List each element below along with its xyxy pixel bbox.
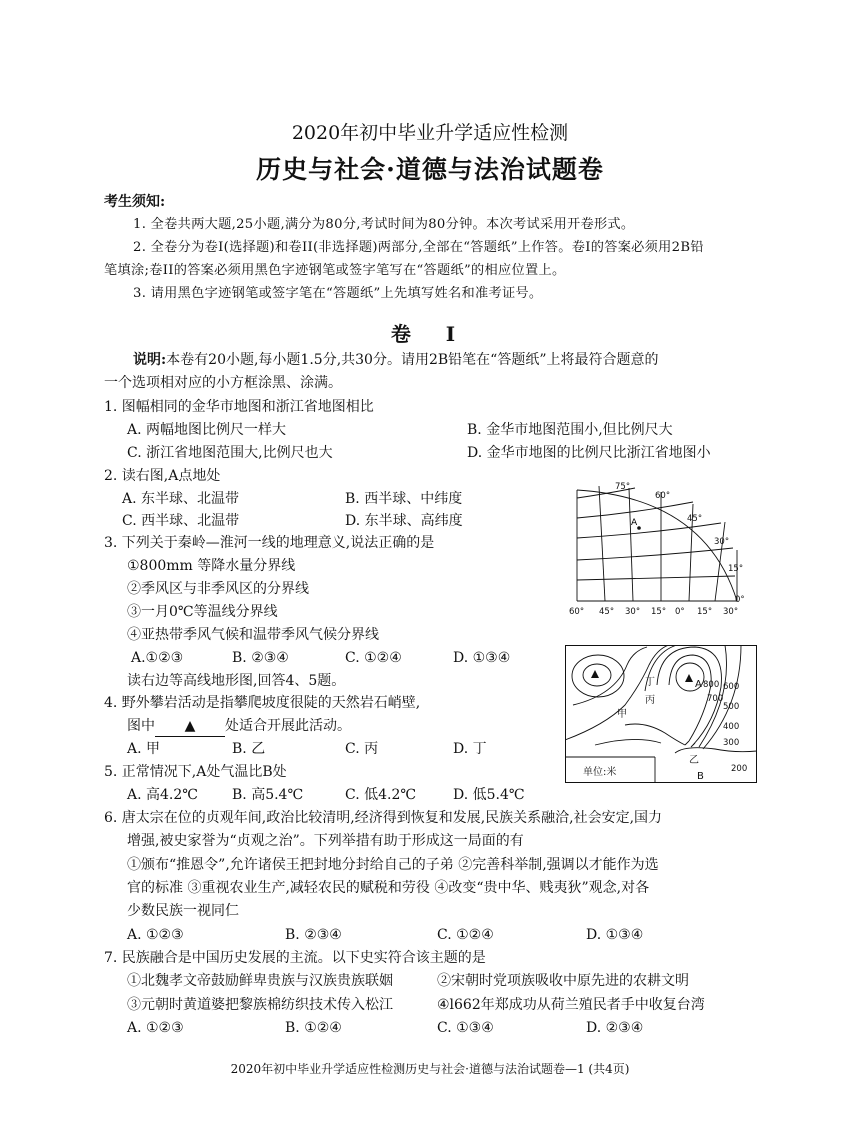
q2-option-a: A. 东半球、北温带 (122, 491, 240, 507)
lat-label-0: 0° (735, 595, 745, 605)
lon-label-60w: 60° (569, 607, 585, 617)
lon-label-30e: 30° (723, 607, 739, 617)
q1-stem: 1. 图幅相同的金华市地图和浙江省地图相比 (104, 399, 374, 415)
q1-option-d: D. 金华市地图的比例尺比浙江省地图小 (467, 445, 711, 461)
section-desc-label: 说明: (133, 352, 167, 368)
q7-stem: 7. 民族融合是中国历史发展的主流。以下史实符合该主题的是 (104, 950, 486, 966)
lat-label-15: 15° (728, 564, 744, 574)
right-summit-marker (685, 674, 693, 682)
notice-heading: 考生须知: (104, 194, 166, 210)
lon-label-45w: 45° (599, 607, 615, 617)
q4-5-intro: 读右边等高线地形图,回答4、5题。 (127, 673, 346, 689)
notice-item-2-cont: 笔填涂;卷II的答案必须用黑色字迹钢笔或签字笔写在“答题纸”的相应位置上。 (104, 263, 566, 278)
lon-label-30w: 30° (625, 607, 641, 617)
q1-option-b: B. 金华市地图范围小,但比例尺大 (467, 422, 673, 438)
section-desc: 本卷有20小题,每小题1.5分,共30分。请用2B铅笔在“答题纸”上将最符合题意的 (166, 352, 659, 368)
label-bing: 丙 (645, 695, 655, 706)
point-a-label: A (631, 518, 638, 528)
q6-option-a: A. ①②③ (127, 927, 184, 943)
elev-label-800: 800 (703, 680, 720, 690)
q4-stem: 4. 野外攀岩活动是指攀爬坡度很陡的天然岩石峭壁, (104, 695, 421, 711)
q5-option-b: B. 高5.4℃ (232, 787, 304, 803)
q6-statement-line-3: 少数民族一视同仁 (127, 903, 239, 919)
q5-option-c: C. 低4.2℃ (345, 787, 417, 803)
left-summit-marker (591, 670, 599, 678)
lon-label-0: 0° (675, 607, 685, 617)
q7-option-c: C. ①③④ (437, 1020, 494, 1036)
q1-option-c: C. 浙江省地图范围大,比例尺也大 (127, 445, 333, 461)
elev-label-300: 300 (723, 738, 740, 748)
q3-stem: 3. 下列关于秦岭—淮河一线的地理意义,说法正确的是 (104, 535, 435, 551)
q7-option-a: A. ①②③ (127, 1020, 184, 1036)
q4-answer-blank: ▲ (155, 716, 225, 737)
lon-label-15w: 15° (651, 607, 667, 617)
q4-option-d: D. 丁 (453, 741, 487, 757)
lat-label-75: 75° (615, 482, 631, 492)
label-yi: 乙 (689, 755, 699, 766)
contour-map-figure (565, 645, 757, 783)
notice-item-2: 2. 全卷分为卷I(选择题)和卷II(非选择题)两部分,全部在“答题纸”上作答。卷I的答案必须用2B铅 (133, 240, 704, 255)
q6-stem-line-1: 6. 唐太宗在位的贞观年间,政治比较清明,经济得到恢复和发展,民族关系融洽,社会安定,国力 (104, 810, 663, 826)
q3-option-c: C. ①②④ (345, 650, 402, 666)
label-ding: 丁 (645, 677, 655, 688)
q3-option-d: D. ①③④ (453, 650, 511, 666)
q6-statement-line-1: ①颁布“推恩令”,允许诸侯王把封地分封给自己的子弟 ②完善科举制,强调以才能作为选 (127, 857, 659, 873)
lat-label-45: 45° (687, 514, 703, 524)
exam-title: 2020年初中毕业升学适应性检测 (291, 122, 569, 144)
q7-option-d: D. ②③④ (586, 1020, 644, 1036)
q3-statement-3: ③一月0℃等温线分界线 (127, 604, 278, 620)
paper-title: 历史与社会·道德与法治试题卷 (256, 155, 604, 184)
q5-option-a: A. 高4.2℃ (127, 787, 198, 803)
q6-statement-line-2: 官的标准 ③重视农业生产,减轻农民的赋税和劳役 ④改变“贵中华、贱夷狄”观念,对各 (127, 880, 650, 896)
q6-option-d: D. ①③④ (586, 927, 644, 943)
q2-option-b: B. 西半球、中纬度 (345, 491, 463, 507)
q6-option-c: C. ①②④ (437, 927, 494, 943)
label-b: B (697, 771, 704, 782)
point-a-marker (637, 526, 641, 530)
label-jia: 甲 (617, 709, 627, 720)
section-desc-cont: 一个选项相对应的小方框涂黑、涂满。 (104, 375, 342, 391)
q7-statement-4: ④l662年郑成功从荷兰殖民者手中收复台湾 (437, 997, 705, 1013)
notice-item-1: 1. 全卷共两大题,25小题,满分为80分,考试时间为80分钟。本次考试采用开卷形式。 (133, 217, 635, 232)
q3-option-b: B. ②③④ (232, 650, 289, 666)
q1-option-a: A. 两幅地图比例尺一样大 (127, 422, 287, 438)
q4-option-a: A. 甲 (127, 741, 161, 757)
q3-option-a: A.①②③ (131, 650, 184, 666)
q4-option-c: C. 丙 (345, 741, 379, 757)
q2-stem: 2. 读右图,A点地处 (104, 468, 221, 484)
page-footer: 2020年初中毕业升学适应性检测历史与社会·道德与法治试题卷—1 (共4页) (230, 1062, 630, 1076)
q4-stem-part-a: 图中 (127, 718, 155, 734)
section-title: 卷 I (390, 322, 470, 346)
q3-statement-2: ②季风区与非季风区的分界线 (127, 581, 309, 597)
q5-stem: 5. 正常情况下,A处气温比B处 (104, 764, 287, 780)
elev-label-200: 200 (731, 764, 748, 774)
q7-statement-2: ②宋朝时党项族吸收中原先进的农耕文明 (437, 973, 689, 989)
q7-statement-3: ③元朝时黄道婆把黎族棉纺织技术传入松江 (127, 997, 393, 1013)
lat-label-60: 60° (655, 491, 671, 501)
q3-statement-4: ④亚热带季风气候和温带季风气候分界线 (127, 627, 379, 643)
q5-option-d: D. 低5.4℃ (453, 787, 525, 803)
point-a-label: A (695, 679, 702, 690)
lon-label-15e: 15° (697, 607, 713, 617)
q6-stem-line-2: 增强,被史家誉为“贞观之治”。下列举措有助于形成这一局面的有 (127, 833, 524, 849)
unit-label: 单位:米 (583, 767, 617, 778)
q4-stem-part-b: 处适合开展此活动。 (225, 718, 351, 734)
elev-label-500: 500 (723, 702, 740, 712)
elev-label-700: 700 (707, 694, 724, 704)
q2-option-c: C. 西半球、北温带 (122, 513, 240, 529)
q6-option-b: B. ②③④ (285, 927, 342, 943)
elev-label-600: 600 (723, 682, 740, 692)
notice-item-3: 3. 请用黑色字迹钢笔或签字笔在“答题纸”上先填写姓名和准考证号。 (133, 286, 543, 301)
lat-label-30: 30° (714, 537, 730, 547)
q4-option-b: B. 乙 (232, 741, 266, 757)
elev-label-400: 400 (723, 722, 740, 732)
q2-option-d: D. 东半球、高纬度 (345, 513, 463, 529)
q7-option-b: B. ①②④ (285, 1020, 342, 1036)
q3-statement-1: ①800mm 等降水量分界线 (127, 558, 296, 574)
latlon-grid-figure (565, 478, 760, 618)
q7-statement-1: ①北魏孝文帝鼓励鲜卑贵族与汉族贵族联姻 (127, 973, 393, 989)
